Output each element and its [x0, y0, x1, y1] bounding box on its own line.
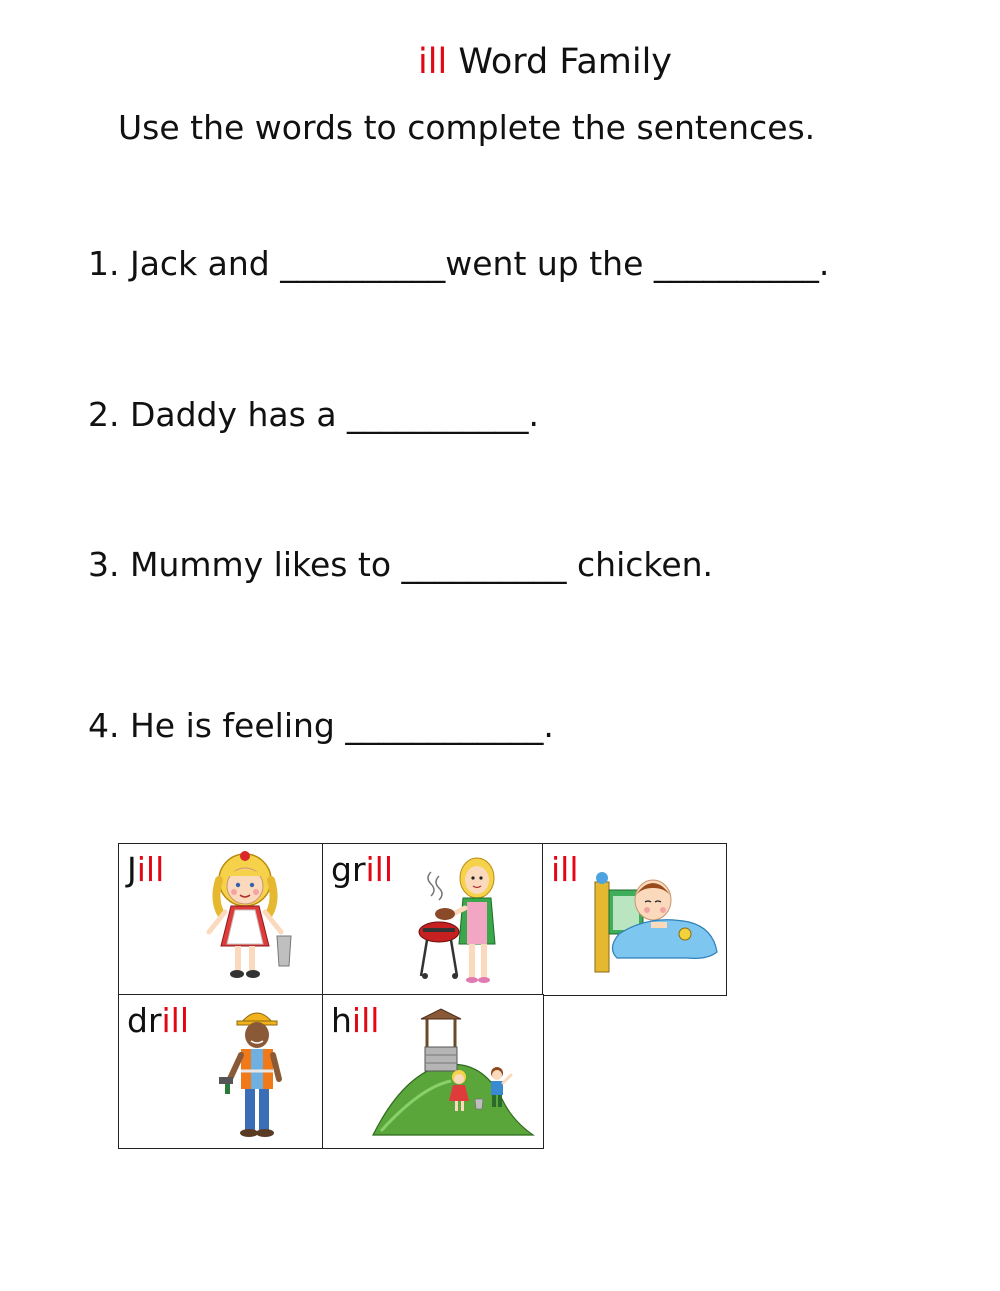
instruction-text: Use the words to complete the sentences. — [118, 108, 816, 147]
sentence-3: 3. Mummy likes to __________ chicken. — [88, 545, 714, 584]
sentence-2: 2. Daddy has a ___________. — [88, 395, 540, 434]
worker-with-drill-picture — [217, 1005, 297, 1145]
girl-with-bucket-picture — [201, 850, 297, 990]
title-rest: Word Family — [447, 42, 673, 82]
page-title — [418, 42, 672, 82]
word-ill: ill — [551, 850, 579, 889]
word-drill: drill — [127, 1001, 190, 1040]
word-jill: Jill — [127, 850, 165, 889]
sentence-4: 4. He is feeling ____________. — [88, 706, 554, 745]
word-grill: grill — [331, 850, 394, 889]
word-card-drill[interactable] — [118, 994, 324, 1149]
word-card-grill[interactable] — [322, 843, 544, 996]
word-card-ill[interactable] — [542, 843, 727, 996]
sentence-1: 1. Jack and __________went up the __________. — [88, 244, 830, 283]
word-card-hill[interactable] — [322, 994, 544, 1149]
woman-grilling-picture — [417, 854, 527, 990]
title-highlight: ill — [418, 42, 448, 82]
word-hill: hill — [331, 1001, 380, 1040]
sick-boy-in-bed-picture — [591, 864, 721, 976]
children-on-hill-with-well-picture — [371, 1007, 535, 1139]
word-card-jill[interactable] — [118, 843, 324, 996]
